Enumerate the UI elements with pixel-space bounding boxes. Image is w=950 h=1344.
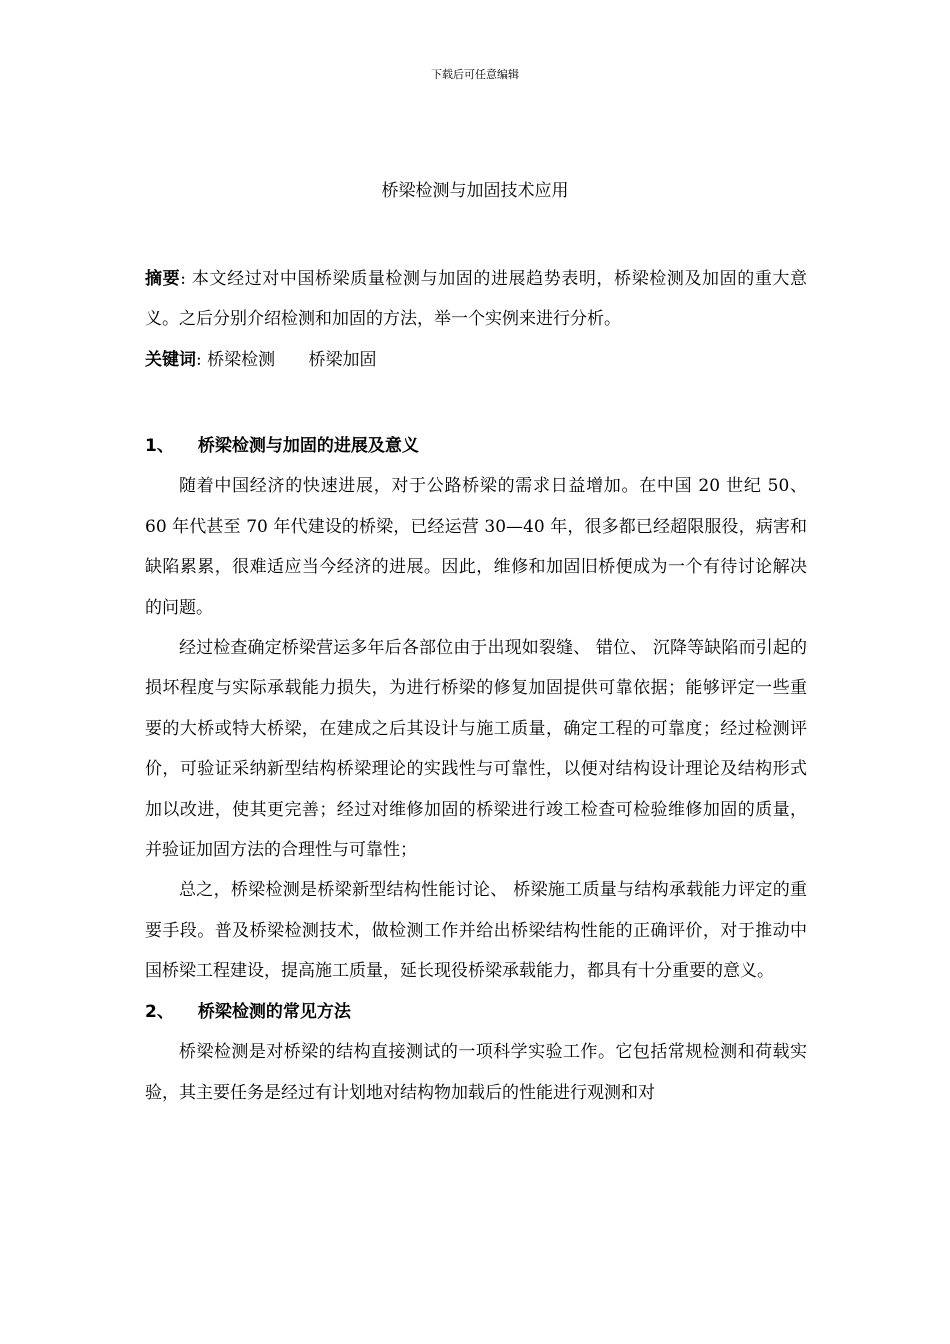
section-heading bbox=[145, 426, 807, 466]
section-title: 桥梁检测的常见方法 bbox=[197, 1001, 351, 1022]
section-1 bbox=[145, 426, 807, 1113]
document-title: 桥梁检测与加固技术应用 bbox=[381, 181, 569, 201]
keywords-separator: : bbox=[196, 350, 202, 370]
section-number: 1、 bbox=[145, 436, 174, 456]
paragraph: 桥梁检测是对桥梁的结构直接测试的一项科学实验工作。它包括常规检测和荷载实验，其主要任务是经过有计划地对结构物加载后的性能进行观测和对 bbox=[145, 1042, 807, 1103]
abstract-label: 摘要 bbox=[145, 269, 181, 289]
abstract-separator: : bbox=[180, 269, 186, 289]
paragraph: 经过检查确定桥梁营运多年后各部位由于出现如裂缝、 错位、 沉降等缺陷而引起的损坏程度与实际承载能力损失，为进行桥梁的修复加固提供可靠依据；能够评定一些重要的大桥或特大桥梁，在建成之后其设计与施工质量，确定工程的可靠度；经过检测评价，可验证采纳新型结构桥梁理论的实践性与可靠性，以便对结构设计理论及结构形式加以改进，使其更完善；经过对维修加固的桥梁进行竣工检查可检验维修加固的质量，并验证加固方法的合理性与可靠性； bbox=[145, 638, 807, 861]
section-title: 桥梁检测与加固的进展及意义 bbox=[197, 436, 419, 456]
paragraph: 随着中国经济的快速进展，对于公路桥梁的需求日益增加。在中国 20 世纪 50、 60 年代甚至 70 年代建设的桥梁，已经运营 30—40 年，很多都已经超限服役，病害和缺陷累累，很难适应当今经济的进展。因此，维修和加固旧桥便成为一个有待讨论解决的问题。 bbox=[145, 476, 807, 618]
keyword-item: 桥梁加固 bbox=[308, 350, 377, 370]
keywords bbox=[145, 340, 807, 380]
section-heading bbox=[145, 992, 807, 1032]
keywords-label: 关键词 bbox=[145, 350, 196, 370]
abstract-text: 本文经过对中国桥梁质量检测与加固的进展趋势表明，桥梁检测及加固的重大意义。之后分别介绍检测和加固的方法，举一个实例来进行分析。 bbox=[145, 269, 808, 330]
header-note: 下载后可任意编辑 bbox=[431, 68, 519, 81]
paragraph: 总之，桥梁检测是桥梁新型结构性能讨论、 桥梁施工质量与结构承载能力评定的重要手段。普及桥梁检测技术，做检测工作并给出桥梁结构性能的正确评价，对于推动中国桥梁工程建设，提高施工质量，延长现役桥梁承载能力，都具有十分重要的意义。 bbox=[145, 880, 807, 982]
keyword-item: 桥梁检测 bbox=[207, 350, 276, 370]
abstract bbox=[145, 259, 807, 340]
section-number: 2、 bbox=[145, 1001, 174, 1022]
